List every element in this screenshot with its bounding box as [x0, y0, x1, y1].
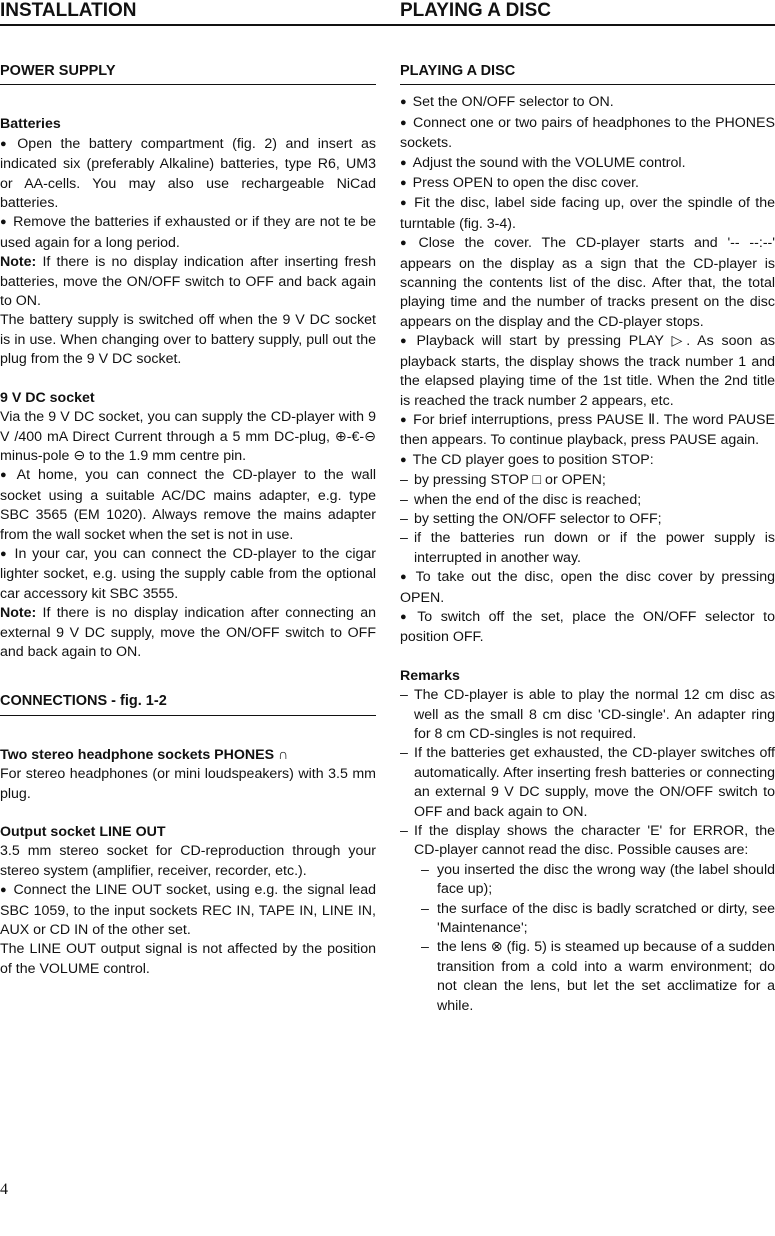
stop-item-4: – if the batteries run down or if the power supply is interrupted in another way. [400, 529, 775, 568]
connections-title: CONNECTIONS - fig. 1-2 [0, 692, 376, 715]
remarks-heading: Remarks [400, 667, 460, 684]
play-bullet-1: ● Set the ON/OFF selector to ON. [400, 93, 775, 113]
playing-a-disc-title: PLAYING A DISC [400, 62, 775, 85]
cause-1: – you inserted the disc the wrong way (the label should face up); [400, 861, 775, 900]
dc-socket-paragraph: Via the 9 V DC socket, you can supply the CD-player with 9 V /400 mA Direct Current through a 5 mm DC-plug, ⊕-€-⊖ minus-pole ⊖ to the 1.9 mm centre pin. [0, 409, 376, 464]
play-bullet-11: ● To switch off the set, place the ON/OFF selector to position OFF. [400, 608, 775, 648]
play-bullet-10: ● To take out the disc, open the disc cover by pressing OPEN. [400, 568, 775, 608]
batteries-bullet-2: ● Remove the batteries if exhausted or if they are not te be used again for a long period. [0, 213, 376, 253]
line-out-bullet: ● Connect the LINE OUT socket, using e.g. the signal lead SBC 1059, to the input sockets REC IN, TAPE IN, LINE IN, AUX or CD IN of the other set. [0, 881, 376, 940]
remark-3: – If the display shows the character 'E' for ERROR, the CD-player cannot read the disc. Possible causes are: [400, 822, 775, 861]
scan-noise-right [395, 1198, 755, 1228]
stop-item-2: – when the end of the disc is reached; [400, 491, 775, 510]
dc-bullet-home: ● At home, you can connect the CD-player to the wall socket using a suitable AC/DC mains adapter, e.g. type SBC 3565 (EM 1020). Always remove the mains adapter from the wall socket when the set is not in use. [0, 466, 376, 545]
play-bullet-9: ● The CD player goes to position STOP: [400, 451, 775, 471]
dc-note [0, 604, 376, 662]
batteries-bullet-1: ● Open the battery compartment (fig. 2) and insert as indicated six (preferably Alkaline) batteries, type R6, UM3 or AA-cells. You may also use rechargeable NiCad batteries. [0, 135, 376, 214]
dc-bullet-car: ● In your car, you can connect the CD-player to the cigar lighter socket, e.g. using the supply cable from the optional car accessory kit SBC 3555. [0, 545, 376, 604]
line-out-paragraph: The LINE OUT output signal is not affected by the position of the VOLUME control. [0, 941, 376, 977]
note-label: Note: [0, 254, 37, 271]
play-bullet-6: ● Close the cover. The CD-player starts and '-- --:--' appears on the display as a sign that the CD-player is scanning the contents list of the disc. After that, the total playing time and the number of tracks present on the disc appears on the display and the CD-player stops. [400, 234, 775, 332]
line-out-heading: Output socket LINE OUT [0, 824, 166, 840]
phones-text: For stereo headphones (or mini loudspeakers) with 3.5 mm plug. [0, 766, 376, 802]
page-number: 4 [0, 1181, 8, 1198]
cause-2: – the surface of the disc is badly scratched or dirty, see 'Maintenance'; [400, 900, 775, 939]
line-out-text: 3.5 mm stereo socket for CD-reproduction through your stereo system (amplifier, receiver, recorder, etc.). [0, 843, 376, 879]
play-bullet-7: ● Playback will start by pressing PLAY ▷. As soon as playback starts, the display shows the track number 1 and the elapsed playing time of the 1st title. When the 2nd title is reached the track number 2 appears, etc. [400, 332, 775, 411]
play-bullet-5: ● Fit the disc, label side facing up, over the spindle of the turntable (fig. 3-4). [400, 194, 775, 234]
header-rule [0, 24, 775, 26]
remark-2: – If the batteries get exhausted, the CD-player switches off automatically. After inserting fresh batteries or connecting an external 9 V DC supply, move the ON/OFF switch to OFF and back again to ON. [400, 744, 775, 822]
phones-heading: Two stereo headphone sockets PHONES ∩ [0, 746, 289, 763]
section-header-installation: INSTALLATION [0, 0, 137, 21]
cause-3: – the lens ⊗ (fig. 5) is steamed up because of a sudden transition from a cold into a warm environment; do not clean the lens, but let the set acclimatize for a while. [400, 938, 775, 1016]
note-label: Note: [0, 605, 37, 622]
play-bullet-2: ● Connect one or two pairs of headphones to the PHONES sockets. [400, 114, 775, 154]
left-column [0, 62, 376, 979]
power-supply-title: POWER SUPPLY [0, 62, 376, 85]
remark-1: – The CD-player is able to play the normal 12 cm disc as well as the small 8 cm disc 'CD-single'. An adapter ring for 8 cm CD-singles is not required. [400, 686, 775, 744]
section-header-playing-a-disc: PLAYING A DISC [400, 0, 551, 21]
dc-socket-heading: 9 V DC socket [0, 389, 95, 406]
stop-item-3: – by setting the ON/OFF selector to OFF; [400, 510, 775, 529]
stop-item-1: – by pressing STOP □ or OPEN; [400, 471, 775, 490]
note-text: If there is no display indication after inserting fresh batteries, move the ON/OFF switch to OFF and back again to ON. [0, 254, 376, 310]
batteries-heading: Batteries [0, 116, 61, 133]
right-column [400, 62, 775, 1016]
play-bullet-4: ● Press OPEN to open the disc cover. [400, 174, 775, 194]
batteries-note [0, 253, 376, 311]
battery-supply-paragraph: The battery supply is switched off when the 9 V DC socket is in use. When changing over to battery supply, pull out the plug from the 9 V DC socket. [0, 312, 376, 368]
note-text: If there is no display indication after connecting an external 9 V DC supply, move the ON/OFF switch to OFF and back again to ON. [0, 605, 376, 660]
play-bullet-3: ● Adjust the sound with the VOLUME control. [400, 154, 775, 174]
play-bullet-8: ● For brief interruptions, press PAUSE Ⅱ. The word PAUSE then appears. To continue playback, press PAUSE again. [400, 411, 775, 451]
scan-noise-left [40, 1198, 370, 1228]
